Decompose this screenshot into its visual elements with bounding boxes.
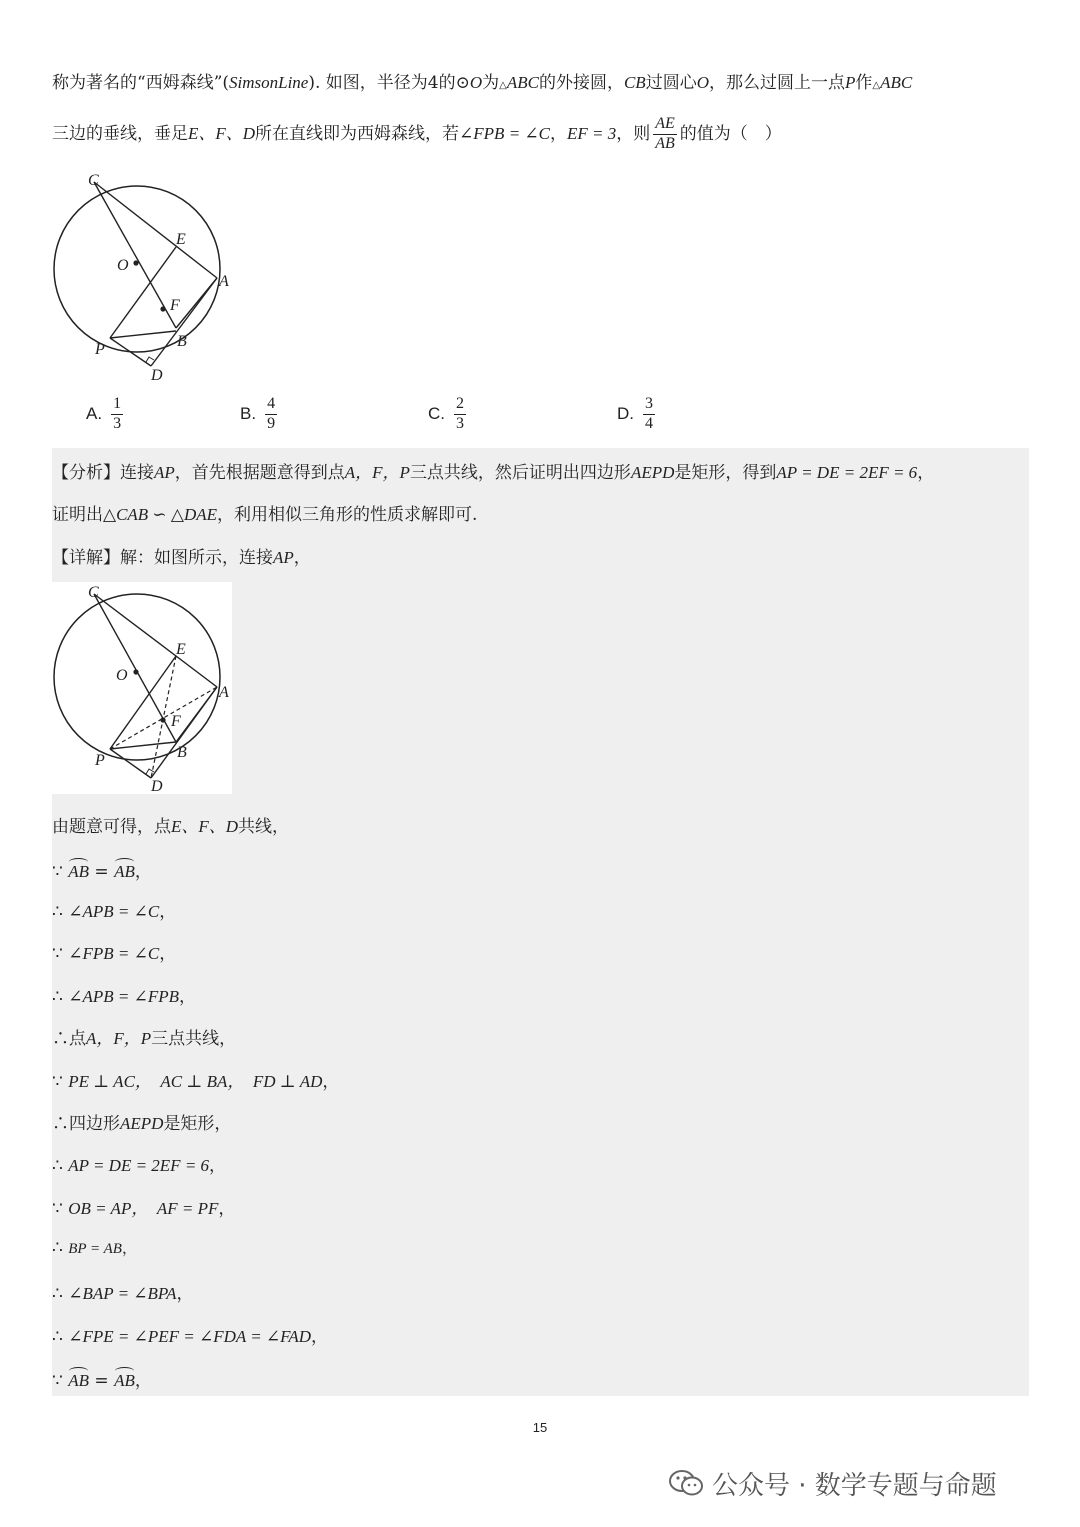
label-o: O — [116, 667, 128, 684]
triangle-abc: ABC — [506, 73, 539, 92]
label-e: E — [176, 641, 186, 658]
step-math: ∠FPB = ∠C — [68, 944, 160, 963]
question-text: 所在直线即为西姆森线，若 — [255, 123, 460, 144]
therefore-symbol: ∴ — [52, 1156, 69, 1176]
circle-o-symbol: ⊙O — [455, 73, 483, 92]
detail-text: 解：如图所示，连接 — [120, 548, 273, 568]
step-math: ∠FPE = ∠PEF = ∠FDA = ∠FAD — [68, 1327, 312, 1346]
detail-line — [52, 543, 311, 568]
figure-background — [52, 582, 232, 794]
step-math: OB = AP， AF = PF — [68, 1199, 219, 1218]
label-b: B — [177, 744, 187, 761]
step-text: ∴点 — [52, 1029, 86, 1049]
label-f: F — [170, 297, 180, 314]
because-symbol: ∵ — [52, 1072, 69, 1092]
fraction-denominator: 4 — [645, 414, 653, 432]
step-text: ， — [121, 1239, 137, 1257]
option-fraction — [265, 396, 277, 433]
watermark — [668, 1465, 997, 1505]
segment-cb: CB — [623, 73, 646, 92]
question-line-2 — [52, 116, 782, 153]
question-text: ，那么过圆上一点 — [708, 73, 845, 93]
arc-ab: AB — [68, 1371, 90, 1390]
label-e: E — [176, 231, 186, 248]
analysis-text: 三点共线，然后证明出四边形 — [409, 463, 631, 483]
segment-cb — [94, 182, 176, 328]
segment-pb — [110, 331, 176, 338]
step-text: ， — [159, 902, 177, 922]
arc-ab: AB — [114, 862, 135, 881]
question-text: 为 — [482, 73, 500, 93]
triangle-symbol: △ — [499, 80, 507, 91]
option-c[interactable] — [428, 396, 469, 433]
point-f-dot — [160, 306, 165, 311]
therefore-symbol: ∴ — [52, 1327, 69, 1347]
label-p: P — [95, 341, 105, 358]
therefore-symbol: ∴ — [52, 1238, 69, 1258]
question-text: 称为著名的“西姆森线”( — [52, 73, 230, 93]
ef-value: EF = 3 — [567, 123, 617, 143]
wechat-icon — [668, 1468, 704, 1505]
fraction-denominator: 9 — [267, 414, 276, 432]
step-text: ， — [134, 1371, 152, 1391]
step-10 — [52, 1194, 235, 1219]
label-c: C — [88, 584, 99, 601]
geometry-figure-1 — [50, 168, 230, 386]
arc-ab: AB — [68, 862, 90, 881]
step-math: E、F、D — [171, 817, 239, 836]
step-13 — [52, 1322, 328, 1347]
fraction-numerator: AE — [653, 116, 677, 135]
analysis-tag: 【分析】 — [52, 463, 120, 483]
center-o-dot — [133, 669, 138, 674]
label-a: A — [219, 684, 229, 701]
step-text: ， — [218, 1199, 236, 1219]
points-afp: A，F，P — [344, 463, 410, 482]
option-a[interactable] — [86, 396, 126, 433]
fraction-denominator: AB — [655, 134, 675, 152]
question-text: 的外接圆， — [538, 73, 624, 93]
angle-condition: ∠FPB = ∠C — [459, 123, 550, 143]
label-d: D — [151, 367, 163, 384]
question-text: 过圆心 — [645, 73, 697, 93]
question-line-1 — [52, 68, 912, 93]
segment-ap: AP — [273, 548, 294, 567]
ae-over-ab-fraction — [653, 116, 677, 153]
option-fraction — [111, 396, 123, 433]
step-math: ∠APB = ∠FPB — [68, 987, 179, 1006]
triangle-abc: ABC — [880, 73, 913, 92]
label-a: A — [219, 273, 229, 290]
point-p: P — [844, 73, 856, 92]
step-14 — [52, 1366, 152, 1391]
step-math: ∠BAP = ∠BPA — [68, 1284, 177, 1303]
therefore-symbol: ∴ — [52, 902, 69, 922]
page-number: 15 — [532, 1420, 548, 1435]
step-1 — [52, 812, 289, 837]
equals-sign: = — [89, 1371, 115, 1391]
option-fraction — [454, 396, 466, 433]
fraction-denominator: 3 — [456, 414, 464, 432]
detail-text: ， — [293, 548, 311, 568]
equals-sign: = — [89, 862, 115, 882]
label-b: B — [177, 333, 187, 350]
step-4 — [52, 939, 176, 964]
option-b[interactable] — [240, 396, 280, 433]
therefore-symbol: ∴ — [52, 987, 69, 1007]
because-symbol: ∵ — [52, 944, 69, 964]
step-text: ， — [176, 1284, 194, 1304]
question-text: ，则 — [616, 123, 651, 144]
step-text: ， — [179, 987, 196, 1007]
step-math: BP = AB — [68, 1241, 122, 1257]
quad-aepd: AEPD — [630, 463, 675, 482]
step-8 — [52, 1109, 231, 1134]
step-math: PE ⊥ AC， AC ⊥ BA， FD ⊥ AD — [68, 1072, 323, 1091]
option-label: C. — [428, 404, 445, 424]
step-text: ， — [311, 1327, 329, 1347]
analysis-text: 是矩形，得到 — [674, 463, 777, 483]
option-label: B. — [240, 404, 257, 424]
fraction-numerator: 1 — [111, 396, 123, 415]
question-text: ， — [550, 123, 567, 144]
step-12 — [52, 1279, 194, 1304]
fraction-numerator: 2 — [454, 396, 466, 415]
step-5 — [52, 982, 196, 1007]
step-math: AEPD — [120, 1114, 164, 1133]
step-7 — [52, 1067, 339, 1092]
segment-da — [151, 278, 217, 366]
label-d: D — [151, 778, 163, 794]
simson-line-term: SimsonLine — [229, 73, 309, 92]
feet-efd: E、F、D — [188, 123, 256, 143]
segment-ca — [94, 182, 217, 278]
point-f-dot — [160, 717, 165, 722]
triangle-symbol: △ — [872, 80, 881, 91]
question-text: ). 如图，半径为4的 — [308, 73, 456, 93]
detail-tag: 【详解】 — [52, 548, 120, 568]
right-angle-mark — [146, 357, 154, 362]
analysis-text: 证明出 — [52, 505, 103, 525]
center-o-dot — [133, 260, 138, 265]
step-math: ∠APB = ∠C — [68, 902, 160, 921]
analysis-text: 连接 — [120, 463, 154, 483]
segment-ap: AP — [154, 463, 175, 482]
step-text: 三点共线， — [151, 1029, 237, 1049]
step-math: AP = DE = 2EF = 6 — [68, 1156, 210, 1175]
arc-ab: AB — [114, 1371, 135, 1390]
step-text: 由题意可得，点 — [52, 817, 171, 837]
step-math: A，F，P — [86, 1029, 152, 1048]
option-label: D. — [617, 404, 634, 424]
step-3 — [52, 897, 176, 922]
fraction-numerator: 4 — [265, 396, 277, 415]
similar-triangles: △CAB ∽ △DAE — [103, 505, 218, 524]
because-symbol: ∵ — [52, 1371, 69, 1391]
because-symbol: ∵ — [52, 862, 69, 882]
fraction-denominator: 3 — [113, 414, 122, 432]
analysis-line-1 — [52, 458, 934, 483]
label-f: F — [171, 713, 181, 730]
watermark-text: 公众号 · 数学专题与命题 — [712, 1471, 997, 1501]
option-d[interactable] — [617, 396, 658, 433]
label-o: O — [117, 257, 129, 274]
question-text: 的值为（ ） — [679, 123, 782, 144]
step-2 — [52, 857, 152, 882]
step-text: ， — [134, 862, 152, 882]
step-text: ， — [159, 944, 177, 964]
step-11 — [52, 1237, 137, 1258]
analysis-text: ，首先根据题意得到点 — [174, 463, 345, 483]
analysis-text: ，利用相似三角形的性质求解即可. — [217, 505, 478, 525]
step-text: ， — [209, 1156, 227, 1176]
analysis-line-2 — [52, 500, 477, 525]
question-text: 作 — [855, 73, 873, 93]
ap-equation: AP = DE = 2EF = 6 — [776, 463, 918, 482]
step-9 — [52, 1151, 226, 1176]
therefore-symbol: ∴ — [52, 1284, 69, 1304]
geometry-figure-2 — [52, 582, 232, 794]
step-text: ， — [322, 1072, 340, 1092]
option-fraction — [643, 396, 655, 433]
step-text: 是矩形， — [163, 1114, 232, 1134]
circumcircle — [54, 186, 220, 352]
option-label: A. — [86, 404, 103, 424]
step-6 — [52, 1024, 236, 1049]
fraction-numerator: 3 — [643, 396, 655, 415]
step-text: ∴四边形 — [52, 1114, 120, 1134]
analysis-text: ， — [917, 463, 935, 483]
label-p: P — [95, 752, 105, 769]
because-symbol: ∵ — [52, 1199, 69, 1219]
step-text: 共线， — [238, 817, 290, 837]
question-text: 三边的垂线，垂足 — [52, 123, 188, 144]
point-o: O — [696, 73, 709, 92]
label-c: C — [88, 172, 99, 189]
